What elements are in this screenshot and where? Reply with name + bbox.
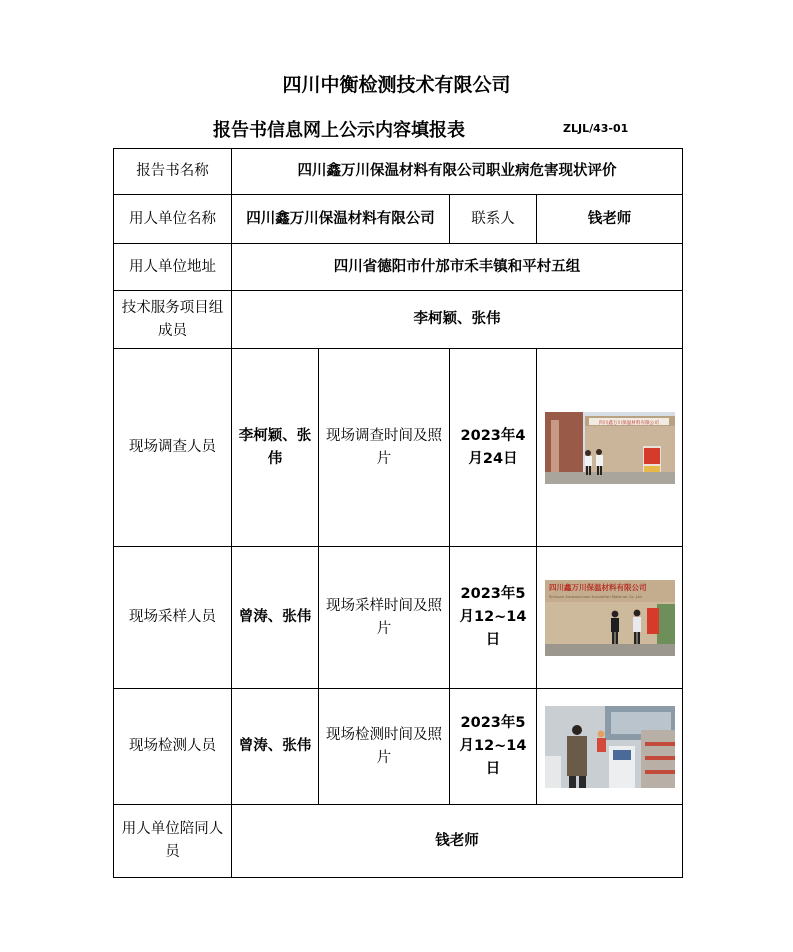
sampling-persons: 曾涛、张伟 [232,547,319,689]
survey-date: 2023年4月24日 [450,349,537,547]
sampling-date: 2023年5月12~14日 [450,547,537,689]
company-title: 四川中衡检测技术有限公司 [282,74,511,96]
row-employer-name [114,195,683,244]
contact-value: 钱老师 [537,195,683,244]
sampling-sign-text: 四川鑫万川保温材料有限公司 [548,582,646,592]
employer-name-value: 四川鑫万川保温材料有限公司 [232,195,450,244]
survey-time-label: 现场调查时间及照片 [319,349,450,547]
sampling-photo-cell [537,547,683,689]
sampling-time-label: 现场采样时间及照片 [319,547,450,689]
row-service-members [114,291,683,349]
employer-address-label: 用人单位地址 [114,244,232,291]
employer-address-value: 四川省德阳市什邡市禾丰镇和平村五组 [232,244,683,291]
survey-photo [545,412,675,484]
survey-photo-cell [537,349,683,547]
row-employer-address [114,244,683,291]
row-report-name [114,149,683,195]
survey-persons: 李柯颖、张伟 [232,349,319,547]
service-members-label: 技术服务项目组成员 [114,291,232,349]
service-members-value: 李柯颖、张伟 [232,291,683,349]
form-code: ZLJL/43-01 [563,122,629,135]
testing-photo [545,706,675,788]
testing-photo-cell [537,689,683,805]
testing-date: 2023年5月12~14日 [450,689,537,805]
employer-name-label: 用人单位名称 [114,195,232,244]
survey-label: 现场调查人员 [114,349,232,547]
sampling-photo [545,580,675,656]
testing-label: 现场检测人员 [114,689,232,805]
survey-sign-text: 四川鑫万川保温材料有限公司 [598,420,659,426]
testing-persons: 曾涛、张伟 [232,689,319,805]
form-title: 报告书信息网上公示内容填报表 [213,120,465,141]
accompany-label: 用人单位陪同人员 [114,805,232,878]
accompany-value: 钱老师 [232,805,683,878]
report-name-label: 报告书名称 [114,149,232,195]
row-sampling [114,547,683,689]
sampling-label: 现场采样人员 [114,547,232,689]
contact-label: 联系人 [450,195,537,244]
row-accompany [114,805,683,878]
sampling-sign-en: Sichuan Xinwanchuan Insulation Material Co.,Ltd [548,593,642,599]
row-survey [114,349,683,547]
row-testing [114,689,683,805]
testing-time-label: 现场检测时间及照片 [319,689,450,805]
report-name-value: 四川鑫万川保温材料有限公司职业病危害现状评价 [232,149,683,195]
info-form-table [113,148,683,878]
